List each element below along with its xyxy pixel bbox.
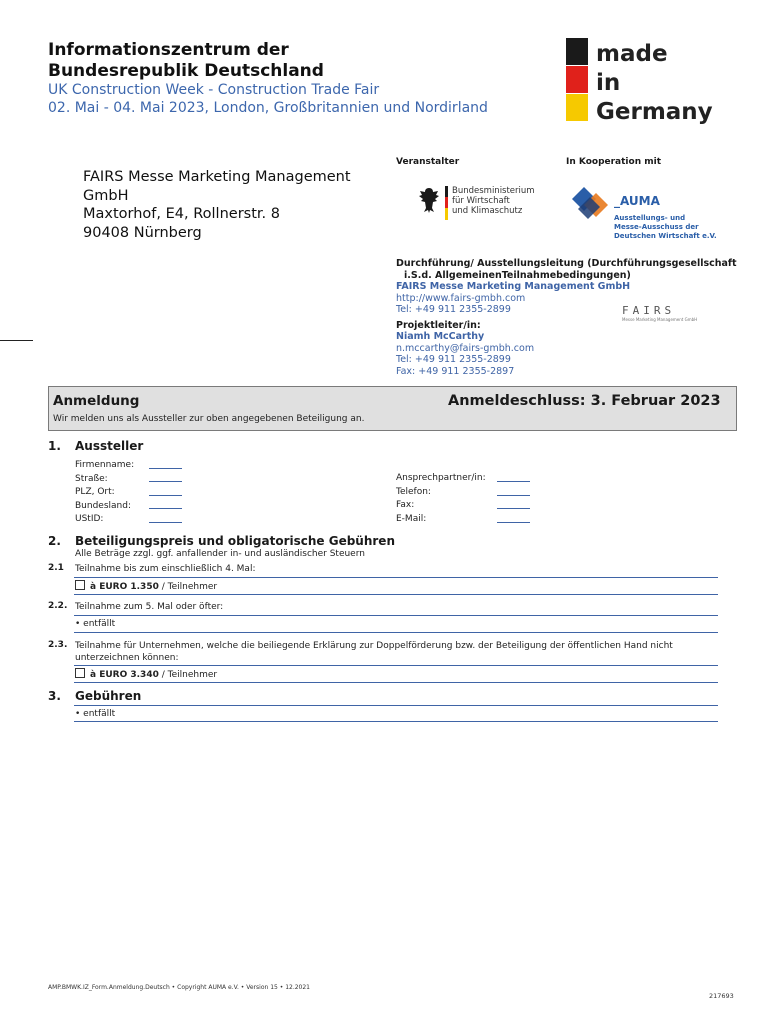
section-3-rule-bottom	[74, 721, 718, 722]
fairs-logo-text: FAIRS	[622, 304, 676, 317]
email-label: E-Mail:	[396, 513, 427, 524]
state-label: Bundesland:	[75, 500, 131, 511]
email-field[interactable]	[497, 522, 530, 523]
address-line-4: 90408 Nürnberg	[83, 224, 202, 241]
section-3-number: 3.	[48, 689, 61, 703]
fairs-logo-subtext: Messe Marketing Management GmbH	[622, 317, 698, 322]
subtitle-line-2: 02. Mai - 04. Mai 2023, London, Großbritannien und Nordirland	[48, 100, 488, 116]
tax-note: Alle Beträge zzgl. ggf. anfallender in- und ausländischer Steuern	[75, 549, 365, 559]
auma-line-3: Deutschen Wirtschaft e.V.	[614, 232, 717, 240]
section-2-2-rule	[74, 615, 718, 616]
section-2-2-number: 2.2.	[48, 601, 68, 611]
section-2-2-rule-bottom	[74, 632, 718, 633]
subtitle-line-1: UK Construction Week - Construction Trade Fair	[48, 82, 380, 98]
address-line-1: FAIRS Messe Marketing Management	[83, 169, 351, 185]
project-lead-phone: Tel: +49 911 2355-2899	[396, 354, 511, 365]
section-3-rule	[74, 705, 718, 706]
section-2-2-value: • entfällt	[75, 619, 116, 629]
option-2-1-checkbox[interactable]	[75, 580, 85, 590]
execution-heading-2: i.S.d. AllgemeinenTeilnahmebedingungen)	[404, 269, 631, 281]
section-2-3-rule-bottom	[74, 682, 718, 683]
section-2-3-number: 2.3.	[48, 640, 68, 650]
exhibitor-labels-right	[396, 472, 486, 526]
option-2-3-price: à EURO 3.340	[90, 670, 159, 680]
zip-city-label: PLZ, Ort:	[75, 487, 115, 497]
address-line-3: Maxtorhof, E4, Rollnerstr. 8	[83, 206, 280, 222]
logo-germany: Germany	[596, 99, 713, 125]
exhibitor-labels-left	[75, 459, 134, 527]
execution-heading-1: Durchführung/ Ausstellungsleitung (Durchführungsgesellschaft	[396, 258, 737, 269]
recipient-address	[83, 168, 351, 242]
auma-line-1: Ausstellungs- und	[614, 214, 686, 222]
contact-person-label: Ansprechpartner/in:	[396, 473, 486, 483]
federal-eagle-icon	[416, 186, 442, 214]
section-2-3-text-line-1: Teilnahme für Unternehmen, welche die beiliegende Erklärung zur Doppelförderung bzw. der Beteiligung der öffentlichen Hand nicht	[75, 641, 673, 651]
fax-label: Fax:	[396, 500, 415, 510]
zip-city-field[interactable]	[149, 495, 182, 496]
title-line-2: Bundesrepublik Deutschland	[48, 61, 324, 81]
state-field[interactable]	[149, 508, 182, 509]
bmwk-flag-bar	[445, 186, 448, 220]
section-1-number: 1.	[48, 439, 61, 453]
section-2-2-text: Teilnahme zum 5. Mal oder öfter:	[75, 602, 224, 612]
phone-field[interactable]	[497, 495, 530, 496]
section-2-number: 2.	[48, 534, 61, 548]
fax-field[interactable]	[497, 508, 530, 509]
auma-line-2: Messe-Ausschuss der	[614, 223, 699, 231]
logo-made: made	[596, 41, 668, 67]
page-title	[48, 40, 324, 82]
auma-name: _AUMA	[614, 194, 660, 208]
option-2-1	[75, 580, 217, 593]
street-field[interactable]	[149, 481, 182, 482]
option-2-3-unit: / Teilnehmer	[158, 670, 218, 680]
project-lead-fax: Fax: +49 911 2355-2897	[396, 365, 515, 377]
section-2-3-text	[75, 640, 720, 664]
bmwk-line-3: und Klimaschutz	[452, 206, 523, 216]
section-2-title: Beteiligungspreis und obligatorische Gebühren	[75, 534, 395, 548]
section-2-1-text: Teilnahme bis zum einschließlich 4. Mal:	[75, 564, 256, 574]
veranstalter-label: Veranstalter	[396, 157, 460, 167]
event-subtitle	[48, 81, 488, 117]
contact-person-field[interactable]	[497, 481, 530, 482]
registration-statement: Wir melden uns als Aussteller zur oben angegebenen Beteiligung an.	[53, 414, 365, 424]
address-line-2: GmbH	[83, 187, 129, 204]
bmwk-line-1: Bundesministerium	[452, 186, 535, 196]
section-3-title: Gebühren	[75, 689, 142, 703]
flag-gold-stripe	[566, 94, 588, 121]
vat-id-label: UStID:	[75, 514, 104, 524]
section-2-1-rule-bottom	[74, 594, 718, 595]
option-2-1-price: à EURO 1.350	[90, 582, 159, 592]
registration-deadline: Anmeldeschluss: 3. Februar 2023	[448, 393, 721, 409]
logo-in: in	[596, 70, 621, 96]
option-2-3	[75, 668, 217, 681]
section-2-1-number: 2.1	[48, 563, 64, 573]
fold-mark	[0, 340, 33, 341]
section-3-value: • entfällt	[75, 709, 116, 719]
footer-text: AMP.BMWK.IZ_Form.Anmeldung.Deutsch • Copyright AUMA e.V. • Version 15 • 12.2021	[48, 984, 310, 991]
section-2-1-rule	[74, 577, 718, 578]
execution-phone: Tel: +49 911 2355-2899	[396, 304, 511, 315]
execution-website-link[interactable]: http://www.fairs-gmbh.com	[396, 292, 526, 304]
bmwk-logo-text	[452, 186, 535, 216]
street-label: Straße:	[75, 473, 108, 484]
company-name-field[interactable]	[149, 468, 182, 469]
bmwk-line-2: für Wirtschaft	[452, 196, 510, 206]
project-lead-email-link[interactable]: n.mccarthy@fairs-gmbh.com	[396, 342, 535, 354]
company-name-label: Firmenname:	[75, 460, 135, 470]
made-in-germany-logo	[566, 38, 713, 130]
project-lead-name: Niamh McCarthy	[396, 331, 485, 342]
execution-company: FAIRS Messe Marketing Management GmbH	[396, 281, 631, 292]
project-lead-label: Projektleiter/in:	[396, 319, 481, 331]
document-number: 217693	[709, 992, 734, 1000]
auma-logo-icon	[570, 185, 614, 223]
registration-title: Anmeldung	[53, 393, 140, 409]
title-line-1: Informationszentrum der	[48, 40, 289, 60]
section-2-3-rule	[74, 665, 718, 666]
vat-id-field[interactable]	[149, 522, 182, 523]
option-2-3-checkbox[interactable]	[75, 668, 85, 678]
phone-label: Telefon:	[396, 486, 431, 497]
kooperation-label: In Kooperation mit	[566, 157, 662, 167]
flag-black-stripe	[566, 38, 588, 65]
section-2-3-text-line-2: unterzeichnen können:	[75, 653, 179, 663]
option-2-1-unit: / Teilnehmer	[158, 582, 218, 592]
auma-subtitle	[614, 214, 717, 241]
fairs-logo	[622, 304, 702, 322]
section-1-title: Aussteller	[75, 439, 144, 453]
flag-red-stripe	[566, 66, 588, 93]
